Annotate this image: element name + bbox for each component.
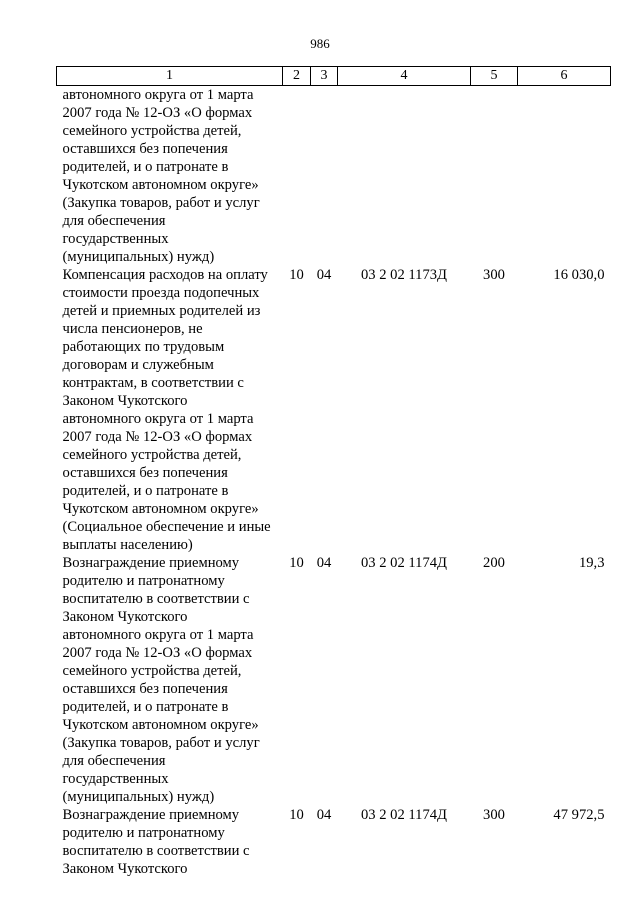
section-code: [283, 86, 311, 267]
description-line: оставшихся без попечения: [62, 465, 228, 481]
description-line: выплаты населению): [62, 537, 193, 553]
description-line: автономного округа от 1 марта: [62, 87, 254, 103]
column-header: 6: [518, 67, 611, 86]
subsection-code: 04: [316, 267, 332, 283]
description-line: (Закупка товаров, работ и услуг: [62, 735, 260, 751]
description-line: оставшихся без попечения: [62, 141, 228, 157]
row-description: [57, 806, 283, 878]
amount: 16 030,0: [553, 267, 605, 283]
column-header: 2: [283, 67, 311, 86]
description-line: договорам и служебным: [62, 357, 214, 373]
description-line: работающих по трудовым: [62, 339, 225, 355]
description-line: стоимости проезда подопечных: [62, 285, 260, 301]
amount: [518, 86, 611, 267]
amount: 47 972,5: [553, 807, 605, 823]
row-description: [57, 86, 283, 267]
description-line: (Закупка товаров, работ и услуг: [62, 195, 260, 211]
description-line: родителю и патронатному: [62, 825, 225, 841]
description-line: Законом Чукотского: [62, 393, 188, 409]
expense-type-code: 300: [483, 807, 505, 823]
description-line: семейного устройства детей,: [62, 663, 242, 679]
amount: 19,3: [578, 555, 605, 571]
description-line: для обеспечения: [62, 213, 166, 229]
table-row: [57, 266, 611, 554]
description-line: государственных: [62, 771, 169, 787]
section-code: 10: [289, 555, 304, 571]
description-line: воспитателю в соответствии с: [62, 591, 250, 607]
description-line: Чукотском автономном округе»: [62, 717, 259, 733]
table-body: [57, 86, 611, 879]
description-line: Законом Чукотского: [62, 861, 188, 877]
expense-type-code: [471, 86, 518, 267]
description-line: 2007 года № 12-ОЗ «О формах: [62, 429, 253, 445]
table-row: [57, 86, 611, 267]
column-header: 4: [338, 67, 471, 86]
description-line: государственных: [62, 231, 169, 247]
description-line: числа пенсионеров, не: [62, 321, 203, 337]
description-line: контрактам, в соответствии с: [62, 375, 244, 391]
target-article-code: 03 2 02 1173Д: [360, 267, 448, 283]
description-line: родителей, и о патронате в: [62, 483, 229, 499]
description-line: Компенсация расходов на оплату: [62, 267, 268, 283]
description-line: (муниципальных) нужд): [62, 249, 215, 265]
subsection-code: [311, 86, 338, 267]
column-header: 3: [311, 67, 338, 86]
expense-type-code: 300: [483, 267, 505, 283]
description-line: для обеспечения: [62, 753, 166, 769]
description-line: родителю и патронатному: [62, 573, 225, 589]
description-line: родителей, и о патронате в: [62, 699, 229, 715]
page-number: 986: [310, 36, 330, 51]
description-line: автономного округа от 1 марта: [62, 411, 254, 427]
description-line: семейного устройства детей,: [62, 447, 242, 463]
description-line: (муниципальных) нужд): [62, 789, 215, 805]
section-code: 10: [289, 807, 304, 823]
description-line: Законом Чукотского: [62, 609, 188, 625]
row-description: [57, 266, 283, 554]
description-line: Чукотском автономном округе»: [62, 177, 259, 193]
section-code: 10: [289, 267, 304, 283]
target-article-code: 03 2 02 1174Д: [360, 555, 448, 571]
subsection-code: 04: [316, 555, 332, 571]
subsection-code: 04: [316, 807, 332, 823]
description-line: детей и приемных родителей из: [62, 303, 261, 319]
description-line: Чукотском автономном округе»: [62, 501, 259, 517]
description-line: Вознаграждение приемному: [62, 807, 240, 823]
description-line: Вознаграждение приемному: [62, 555, 240, 571]
table-header-row: [57, 67, 611, 86]
description-line: автономного округа от 1 марта: [62, 627, 254, 643]
table-row: [57, 554, 611, 806]
expense-type-code: 200: [483, 555, 505, 571]
column-header: 5: [471, 67, 518, 86]
column-header: 1: [57, 67, 283, 86]
description-line: семейного устройства детей,: [62, 123, 242, 139]
budget-table: [56, 66, 611, 878]
row-description: [57, 554, 283, 806]
description-line: родителей, и о патронате в: [62, 159, 229, 175]
description-line: (Социальное обеспечение и иные: [62, 519, 271, 535]
description-line: 2007 года № 12-ОЗ «О формах: [62, 645, 253, 661]
description-line: 2007 года № 12-ОЗ «О формах: [62, 105, 253, 121]
table-row: [57, 806, 611, 878]
target-article-code: [338, 86, 471, 267]
description-line: воспитателю в соответствии с: [62, 843, 250, 859]
description-line: оставшихся без попечения: [62, 681, 228, 697]
target-article-code: 03 2 02 1174Д: [360, 807, 448, 823]
